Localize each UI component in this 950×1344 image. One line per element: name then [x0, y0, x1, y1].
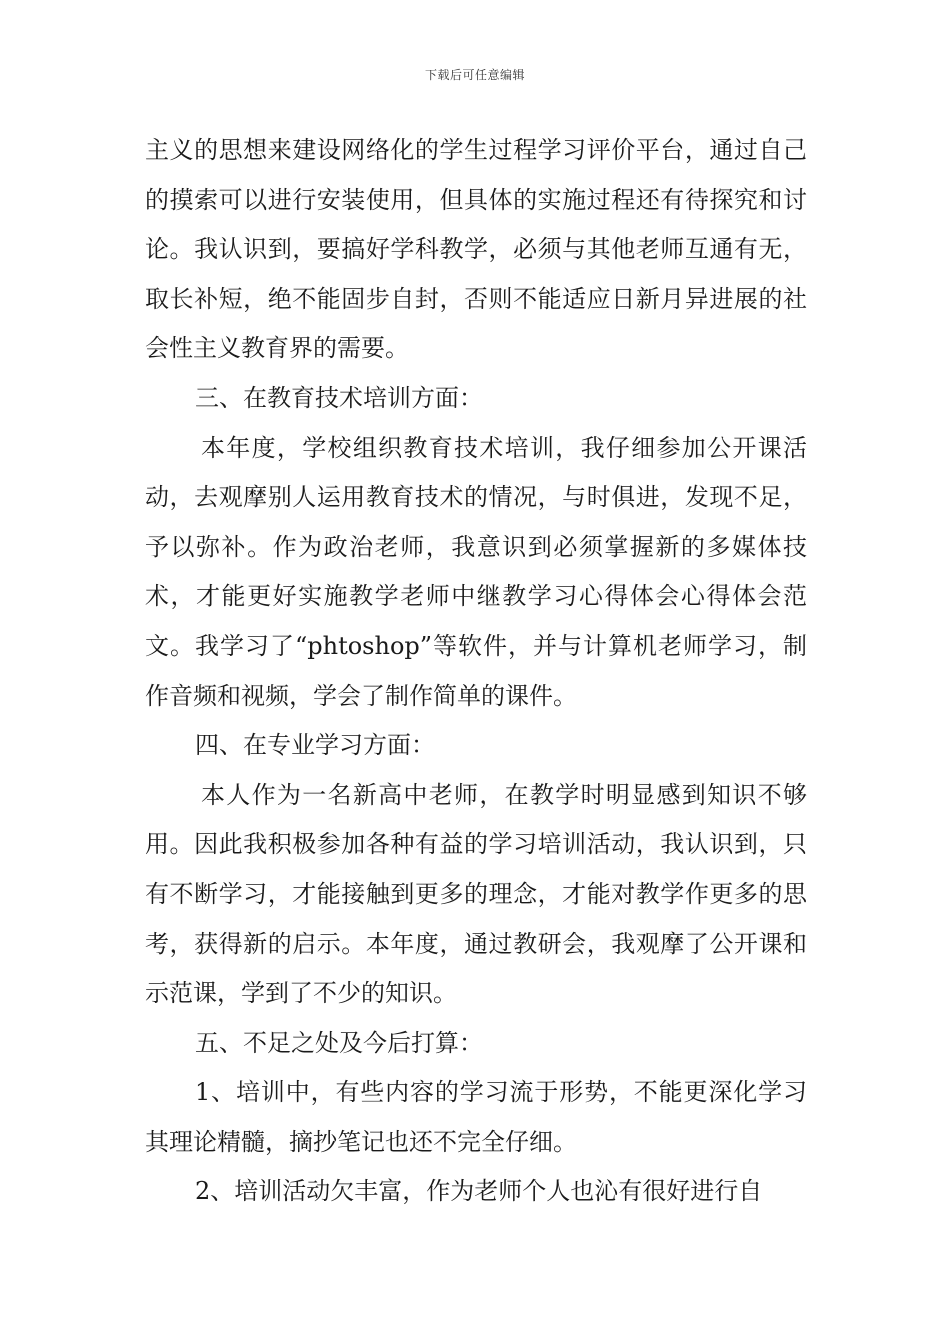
document-body [145, 126, 807, 1217]
paragraph-section-3: 本年度，学校组织教育技术培训，我仔细参加公开课活动，去观摩别人运用教育技术的情况，与时俱进，发现不足，予以弥补。作为政治老师，我意识到必须掌握新的多媒体技术，才能更好实施教学老师中继教学习心得体会心得体会范文。我学习了“phtoshop”等软件，并与计算机老师学习，制作音频和视频，学会了制作简单的课件。 [145, 433, 807, 710]
section-heading-5: 五、不足之处及今后打算： [195, 1028, 483, 1057]
paragraph-section-4: 本人作为一名新高中老师，在教学时明显感到知识不够用。因此我积极参加各种有益的学习培训活动，我认识到，只有不断学习，才能接触到更多的理念，才能对教学作更多的思考，获得新的启示。本年度，通过教研会，我观摩了公开课和示范课，学到了不少的知识。 [145, 780, 807, 1008]
list-item-2: 2、培训活动欠丰富，作为老师个人也沁有很好进行自 [195, 1177, 763, 1206]
section-heading-3: 三、在教育技术培训方面： [195, 383, 483, 412]
paragraph-continued-intro: 主义的思想来建设网络化的学生过程学习评价平台，通过自己的摸索可以进行安装使用，但具体的实施过程还有待探究和讨论。我认识到，要搞好学科教学，必须与其他老师互通有无，取长补短，绝不能固步自封，否则不能适应日新月异进展的社会性主义教育界的需要。 [145, 136, 807, 363]
list-item-1: 1、培训中，有些内容的学习流于形势，不能更深化学习其理论精髓，摘抄笔记也还不完全仔细。 [145, 1078, 807, 1156]
page-header: 下载后可任意编辑 [424, 68, 525, 82]
section-heading-4: 四、在专业学习方面： [195, 731, 435, 760]
